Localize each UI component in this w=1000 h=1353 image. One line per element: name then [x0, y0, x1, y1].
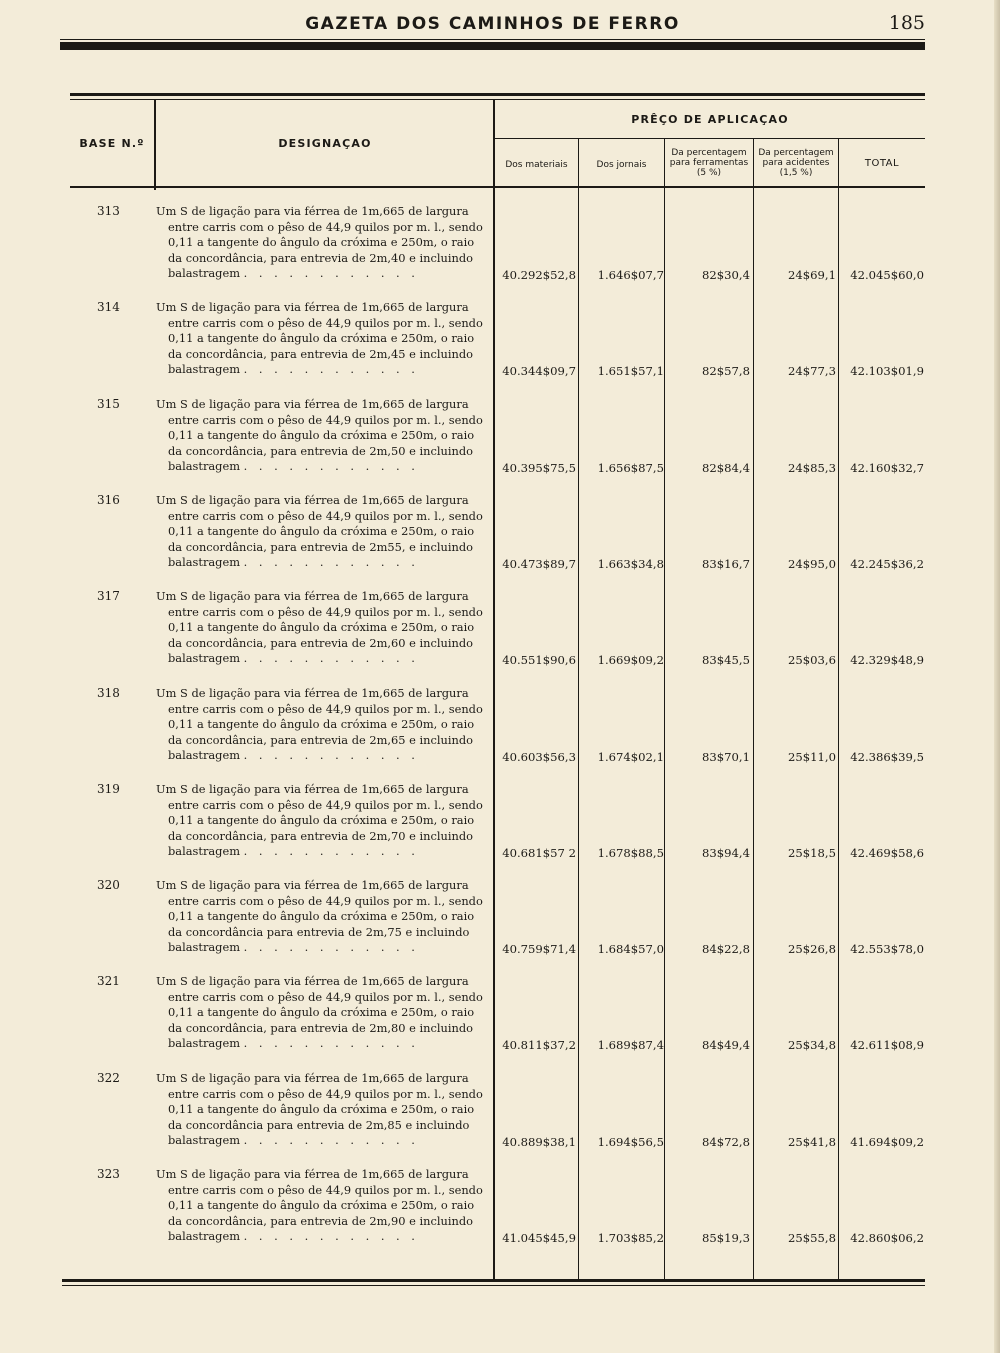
value-total: 42.160$32,7 — [850, 461, 924, 475]
header-acidentes-line2: para acidentes — [762, 158, 830, 168]
desc-line: balastragem — [168, 651, 241, 666]
desc-line: balastragem — [168, 748, 241, 763]
value-acidentes: 25$11,0 — [788, 750, 836, 764]
row-base-number: 315 — [97, 397, 120, 411]
desc-line: balastragem — [168, 1133, 241, 1148]
desc-line-last — [156, 266, 491, 282]
value-jornais: 1.646$07,7 — [597, 268, 664, 282]
desc-line: Um S de ligação para via férrea de 1m,665 de largura — [156, 686, 469, 700]
value-acidentes: 24$95,0 — [788, 557, 836, 571]
value-materiais: 40.344$09,7 — [502, 364, 576, 378]
header-total: TOTAL — [864, 158, 900, 169]
value-ferramentas: 82$30,4 — [702, 268, 750, 282]
value-ferramentas: 83$45,5 — [702, 653, 750, 667]
leader-dots: . . . . . . . . . . . . — [243, 940, 419, 955]
value-total: 42.386$39,5 — [850, 750, 924, 764]
value-ferramentas: 83$70,1 — [702, 750, 750, 764]
value-acidentes: 25$03,6 — [788, 653, 836, 667]
desc-line: da concordância, para entrevia de 2m,90 e incluindo — [168, 1213, 473, 1228]
desc-line: 0,11 a tangente do ângulo da cróxima e 250m, o raio — [168, 620, 475, 635]
value-acidentes: 25$41,8 — [788, 1135, 836, 1149]
desc-line: da concordância, para entrevia de 2m,45 e incluindo — [168, 346, 473, 361]
row-description — [156, 589, 491, 667]
desc-line-last — [156, 1036, 491, 1052]
row-base-number: 314 — [97, 300, 120, 314]
desc-line: balastragem — [168, 844, 241, 859]
desc-line: Um S de ligação para via férrea de 1m,665 de largura — [156, 974, 469, 988]
desc-line: Um S de ligação para via férrea de 1m,665 de largura — [156, 1167, 469, 1181]
desc-line: entre carris com o pêso de 44,9 quilos por m. l., sendo — [168, 989, 483, 1004]
desc-line: entre carris com o pêso de 44,9 quilos por m. l., sendo — [168, 1182, 483, 1197]
desc-line: 0,11 a tangente do ângulo da cróxima e 250m, o raio — [168, 1005, 475, 1020]
page-number: 185 — [888, 12, 925, 34]
desc-line: 0,11 a tangente do ângulo da cróxima e 250m, o raio — [168, 331, 475, 346]
desc-line: Um S de ligação para via férrea de 1m,665 de largura — [156, 878, 469, 892]
desc-line-last — [156, 748, 491, 764]
desc-line: balastragem — [168, 459, 241, 474]
desc-line: 0,11 a tangente do ângulo da cróxima e 250m, o raio — [168, 717, 475, 732]
desc-line: da concordância, para entrevia de 2m,60 e incluindo — [168, 635, 473, 650]
row-description — [156, 300, 491, 378]
value-jornais: 1.656$87,5 — [597, 461, 664, 475]
leader-dots: . . . . . . . . . . . . — [243, 1036, 419, 1051]
value-ferramentas: 84$72,8 — [702, 1135, 750, 1149]
row-base-number: 320 — [97, 878, 120, 892]
row-base-number: 318 — [97, 686, 120, 700]
value-materiais: 40.811$37,2 — [502, 1038, 576, 1052]
desc-line: 0,11 a tangente do ângulo da cróxima e 250m, o raio — [168, 909, 475, 924]
header-bottom-rule — [70, 186, 925, 188]
desc-line: da concordância, para entrevia de 2m,40 e incluindo — [168, 250, 473, 265]
desc-line: balastragem — [168, 1036, 241, 1051]
value-total: 42.045$60,0 — [850, 268, 924, 282]
value-materiais: 40.395$75,5 — [502, 461, 576, 475]
leader-dots: . . . . . . . . . . . . — [243, 459, 419, 474]
value-acidentes: 25$26,8 — [788, 942, 836, 956]
value-materiais: 40.681$57 2 — [502, 846, 576, 860]
row-description — [156, 1071, 491, 1149]
value-acidentes: 25$34,8 — [788, 1038, 836, 1052]
desc-line-last — [156, 555, 491, 571]
table-bottom-rule-thin — [62, 1285, 925, 1286]
desc-line-last — [156, 940, 491, 956]
value-materiais: 40.759$71,4 — [502, 942, 576, 956]
desc-line: da concordância, para entrevia de 2m55, e incluindo — [168, 539, 473, 554]
header-acidentes — [754, 148, 838, 178]
value-ferramentas: 85$19,3 — [702, 1231, 750, 1245]
value-total: 41.694$09,2 — [850, 1135, 924, 1149]
value-materiais: 40.292$52,8 — [502, 268, 576, 282]
value-total: 42.611$08,9 — [850, 1038, 924, 1052]
desc-line-last — [156, 1133, 491, 1149]
col-divider-materiais — [578, 139, 579, 1280]
desc-line: 0,11 a tangente do ângulo da cróxima e 250m, o raio — [168, 813, 475, 828]
value-total: 42.469$58,6 — [850, 846, 924, 860]
desc-line: Um S de ligação para via férrea de 1m,665 de largura — [156, 493, 469, 507]
value-ferramentas: 82$57,8 — [702, 364, 750, 378]
value-jornais: 1.689$87,4 — [597, 1038, 664, 1052]
desc-line-last — [156, 459, 491, 475]
desc-line-last — [156, 362, 491, 378]
desc-line: da concordância, para entrevia de 2m,80 e incluindo — [168, 1020, 473, 1035]
desc-line: 0,11 a tangente do ângulo da cróxima e 250m, o raio — [168, 235, 475, 250]
value-jornais: 1.669$09,2 — [597, 653, 664, 667]
desc-line: Um S de ligação para via férrea de 1m,665 de largura — [156, 397, 469, 411]
preco-rule — [493, 138, 925, 139]
row-description — [156, 397, 491, 475]
row-base-number: 313 — [97, 204, 120, 218]
value-total: 42.245$36,2 — [850, 557, 924, 571]
value-jornais: 1.663$34,8 — [597, 557, 664, 571]
header-designacao: DESIGNAÇAO — [278, 137, 372, 150]
desc-line: 0,11 a tangente do ângulo da cróxima e 250m, o raio — [168, 524, 475, 539]
leader-dots: . . . . . . . . . . . . — [243, 362, 419, 377]
desc-line-last — [156, 651, 491, 667]
desc-line: da concordância para entrevia de 2m,75 e incluindo — [168, 924, 470, 939]
row-base-number: 317 — [97, 589, 120, 603]
row-description — [156, 686, 491, 764]
row-base-number: 323 — [97, 1167, 120, 1181]
leader-dots: . . . . . . . . . . . . — [243, 748, 419, 763]
desc-line: da concordância, para entrevia de 2m,70 e incluindo — [168, 828, 473, 843]
value-jornais: 1.678$88,5 — [597, 846, 664, 860]
value-ferramentas: 83$94,4 — [702, 846, 750, 860]
value-materiais: 40.473$89,7 — [502, 557, 576, 571]
row-description — [156, 1167, 491, 1245]
desc-line: entre carris com o pêso de 44,9 quilos por m. l., sendo — [168, 508, 483, 523]
desc-line: balastragem — [168, 266, 241, 281]
row-description — [156, 204, 491, 282]
value-jornais: 1.674$02,1 — [597, 750, 664, 764]
col-divider-base — [154, 100, 156, 190]
col-divider-acidentes — [838, 139, 839, 1280]
value-jornais: 1.703$85,2 — [597, 1231, 664, 1245]
row-description — [156, 878, 491, 956]
desc-line: entre carris com o pêso de 44,9 quilos por m. l., sendo — [168, 315, 483, 330]
header-jornais: Dos jornais — [596, 160, 647, 170]
value-materiais: 40.889$38,1 — [502, 1135, 576, 1149]
value-acidentes: 25$18,5 — [788, 846, 836, 860]
journal-title: GAZETA DOS CAMINHOS DE FERRO — [305, 14, 680, 34]
desc-line: da concordância, para entrevia de 2m,50 e incluindo — [168, 443, 473, 458]
row-base-number: 316 — [97, 493, 120, 507]
value-ferramentas: 84$49,4 — [702, 1038, 750, 1052]
leader-dots: . . . . . . . . . . . . — [243, 1229, 419, 1244]
value-ferramentas: 83$16,7 — [702, 557, 750, 571]
header-ferramentas-line3: (5 %) — [696, 168, 722, 178]
desc-line: Um S de ligação para via férrea de 1m,665 de largura — [156, 782, 469, 796]
value-total: 42.553$78,0 — [850, 942, 924, 956]
desc-line: 0,11 a tangente do ângulo da cróxima e 250m, o raio — [168, 428, 475, 443]
table-top-rule-thin — [70, 99, 925, 100]
desc-line: 0,11 a tangente do ângulo da cróxima e 250m, o raio — [168, 1198, 475, 1213]
value-acidentes: 24$69,1 — [788, 268, 836, 282]
leader-dots: . . . . . . . . . . . . — [243, 844, 419, 859]
desc-line: entre carris com o pêso de 44,9 quilos por m. l., sendo — [168, 701, 483, 716]
value-materiais: 40.551$90,6 — [502, 653, 576, 667]
value-materiais: 40.603$56,3 — [502, 750, 576, 764]
desc-line: entre carris com o pêso de 44,9 quilos por m. l., sendo — [168, 412, 483, 427]
table-top-rule — [70, 93, 925, 96]
header-ferramentas — [665, 148, 753, 178]
desc-line: entre carris com o pêso de 44,9 quilos por m. l., sendo — [168, 1086, 483, 1101]
value-total: 42.329$48,9 — [850, 653, 924, 667]
value-total: 42.860$06,2 — [850, 1231, 924, 1245]
header-acidentes-line1: Da percentagem — [758, 148, 834, 158]
row-base-number: 322 — [97, 1071, 120, 1085]
leader-dots: . . . . . . . . . . . . — [243, 1133, 419, 1148]
value-acidentes: 25$55,8 — [788, 1231, 836, 1245]
desc-line: Um S de ligação para via férrea de 1m,665 de largura — [156, 589, 469, 603]
leader-dots: . . . . . . . . . . . . — [243, 266, 419, 281]
leader-dots: . . . . . . . . . . . . — [243, 651, 419, 666]
row-base-number: 321 — [97, 974, 120, 988]
desc-line: balastragem — [168, 940, 241, 955]
row-description — [156, 974, 491, 1052]
value-materiais: 41.045$45,9 — [502, 1231, 576, 1245]
value-jornais: 1.651$57,1 — [597, 364, 664, 378]
desc-line: entre carris com o pêso de 44,9 quilos por m. l., sendo — [168, 893, 483, 908]
desc-line: entre carris com o pêso de 44,9 quilos por m. l., sendo — [168, 604, 483, 619]
row-base-number: 319 — [97, 782, 120, 796]
desc-line: balastragem — [168, 555, 241, 570]
value-jornais: 1.684$57,0 — [597, 942, 664, 956]
header-ferramentas-line2: para ferramentas — [669, 158, 749, 168]
desc-line: da concordância, para entrevia de 2m,65 e incluindo — [168, 732, 473, 747]
desc-line: 0,11 a tangente do ângulo da cróxima e 250m, o raio — [168, 1102, 475, 1117]
value-total: 42.103$01,9 — [850, 364, 924, 378]
desc-line: balastragem — [168, 362, 241, 377]
leader-dots: . . . . . . . . . . . . — [243, 555, 419, 570]
desc-line: da concordância para entrevia de 2m,85 e incluindo — [168, 1117, 470, 1132]
header-preco: PRÊÇO DE APLICAÇAO — [631, 113, 789, 126]
col-divider-jornais — [664, 139, 665, 1280]
col-divider-ferramentas — [753, 139, 754, 1280]
value-ferramentas: 82$84,4 — [702, 461, 750, 475]
desc-line: Um S de ligação para via férrea de 1m,665 de largura — [156, 1071, 469, 1085]
value-acidentes: 24$77,3 — [788, 364, 836, 378]
desc-line: entre carris com o pêso de 44,9 quilos por m. l., sendo — [168, 797, 483, 812]
desc-line: entre carris com o pêso de 44,9 quilos por m. l., sendo — [168, 219, 483, 234]
header-acidentes-line3: (1,5 %) — [779, 168, 813, 178]
row-description — [156, 782, 491, 860]
desc-line: Um S de ligação para via férrea de 1m,665 de largura — [156, 204, 469, 218]
desc-line: Um S de ligação para via férrea de 1m,665 de largura — [156, 300, 469, 314]
desc-line-last — [156, 1229, 491, 1245]
desc-line: balastragem — [168, 1229, 241, 1244]
value-ferramentas: 84$22,8 — [702, 942, 750, 956]
row-description — [156, 493, 491, 571]
header-materiais: Dos materiais — [505, 160, 568, 170]
desc-line-last — [156, 844, 491, 860]
value-jornais: 1.694$56,5 — [597, 1135, 664, 1149]
value-acidentes: 24$85,3 — [788, 461, 836, 475]
header-ferramentas-line1: Da percentagem — [671, 148, 747, 158]
header-base: BASE N.º — [79, 137, 145, 150]
